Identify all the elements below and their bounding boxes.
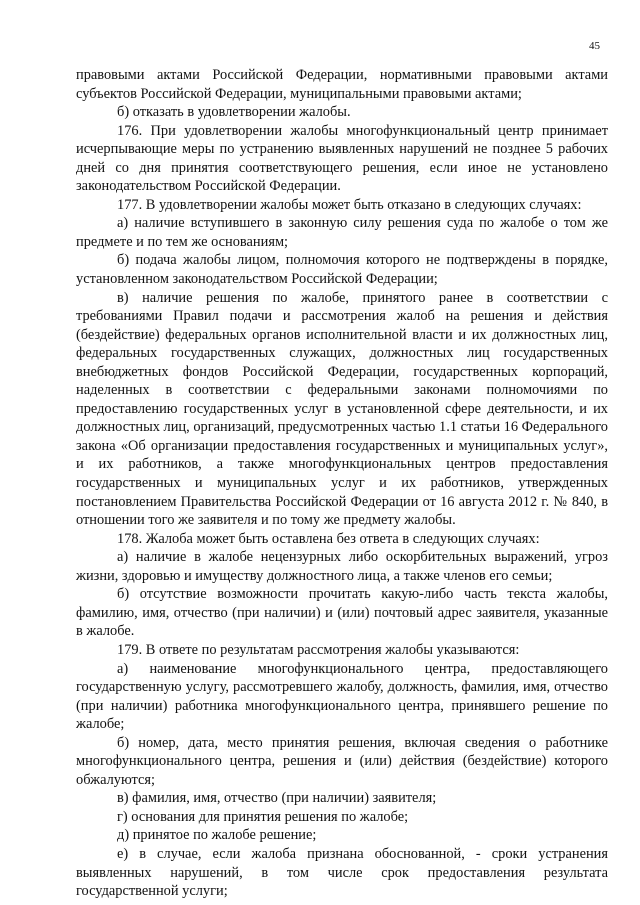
- paragraph: 178. Жалоба может быть оставлена без ответа в следующих случаях:: [117, 530, 540, 547]
- paragraph: 176. При удовлетворении жалобы многофункциональный центр принимает исчерпывающие меры по устранению выявленных нарушений не позднее 5 рабочих дней со дня принятия соответствующего решения, если иное не установлено законодательством Российской Федерации.: [76, 122, 608, 195]
- document-body: [76, 66, 608, 901]
- paragraph: б) отсутствие возможности прочитать какую-либо часть текста жалобы, фамилию, имя, отчество (при наличии) и (или) почтовый адрес заявителя, указанные в жалобе.: [76, 586, 608, 640]
- paragraph: г) основания для принятия решения по жалобе;: [117, 808, 409, 825]
- paragraph: 179. В ответе по результатам рассмотрения жалобы указываются:: [117, 641, 520, 658]
- paragraph: в) фамилия, имя, отчество (при наличии) заявителя;: [117, 790, 437, 807]
- paragraph: б) отказать в удовлетворении жалобы.: [117, 104, 351, 121]
- paragraph: 177. В удовлетворении жалобы может быть отказано в следующих случаях:: [117, 196, 582, 213]
- paragraph: б) подача жалобы лицом, полномочия которого не подтверждены в порядке, установленном законодательством Российской Федерации;: [76, 252, 608, 288]
- paragraph: правовыми актами Российской Федерации, нормативными правовыми актами субъектов Российской Федерации, муниципальными правовыми актами;: [76, 67, 608, 102]
- paragraph: б) номер, дата, место принятия решения, включая сведения о работнике многофункционального центра, решения и (или) действия (бездействие) которого обжалуются;: [76, 734, 608, 788]
- paragraph: а) наименование многофункционального центра, предоставляющего государственную услугу, рассмотревшего жалобу, должность, фамилия, имя, отчество (при наличии) работника многофункционального центра, принявшего решение по жалобе;: [76, 660, 608, 733]
- paragraph: а) наличие вступившего в законную силу решения суда по жалобе о том же предмете и по тем же основаниям;: [76, 215, 608, 250]
- paragraph: е) в случае, если жалоба признана обоснованной, - сроки устранения выявленных нарушений, в том числе срок предоставления результата государственной услуги;: [76, 845, 608, 900]
- paragraph: в) наличие решения по жалобе, принятого ранее в соответствии с требованиями Правил подачи и рассмотрения жалоб на решения и действия (бездействие) федеральных органов исполнительной власти и их должностных лиц, федеральных государственных служащих, должностных лиц государственных внебюджетных фондов Российской Федерации, государственных корпораций, наделенных в соответствии с федеральными законами полномочиями по предоставлению государственных услуг в установленной сфере деятельности, и их должностных лиц, организаций, предусмотренных частью 1.1 статьи 16 Федерального закона «Об организации предоставления государственных и муниципальных услуг», и их работников, а также многофункциональных центров предоставления государственных и муниципальных услуг и их работников, утвержденных постановлением Правительства Российской Федерации от 16 августа 2012 г. № 840, в отношении того же заявителя и по тому же предмету жалобы.: [76, 289, 608, 529]
- paragraph: а) наличие в жалобе нецензурных либо оскорбительных выражений, угроз жизни, здоровью и имуществу должностного лица, а также членов его семьи;: [76, 549, 608, 584]
- page-number: 45: [589, 40, 600, 52]
- paragraph: д) принятое по жалобе решение;: [117, 827, 317, 844]
